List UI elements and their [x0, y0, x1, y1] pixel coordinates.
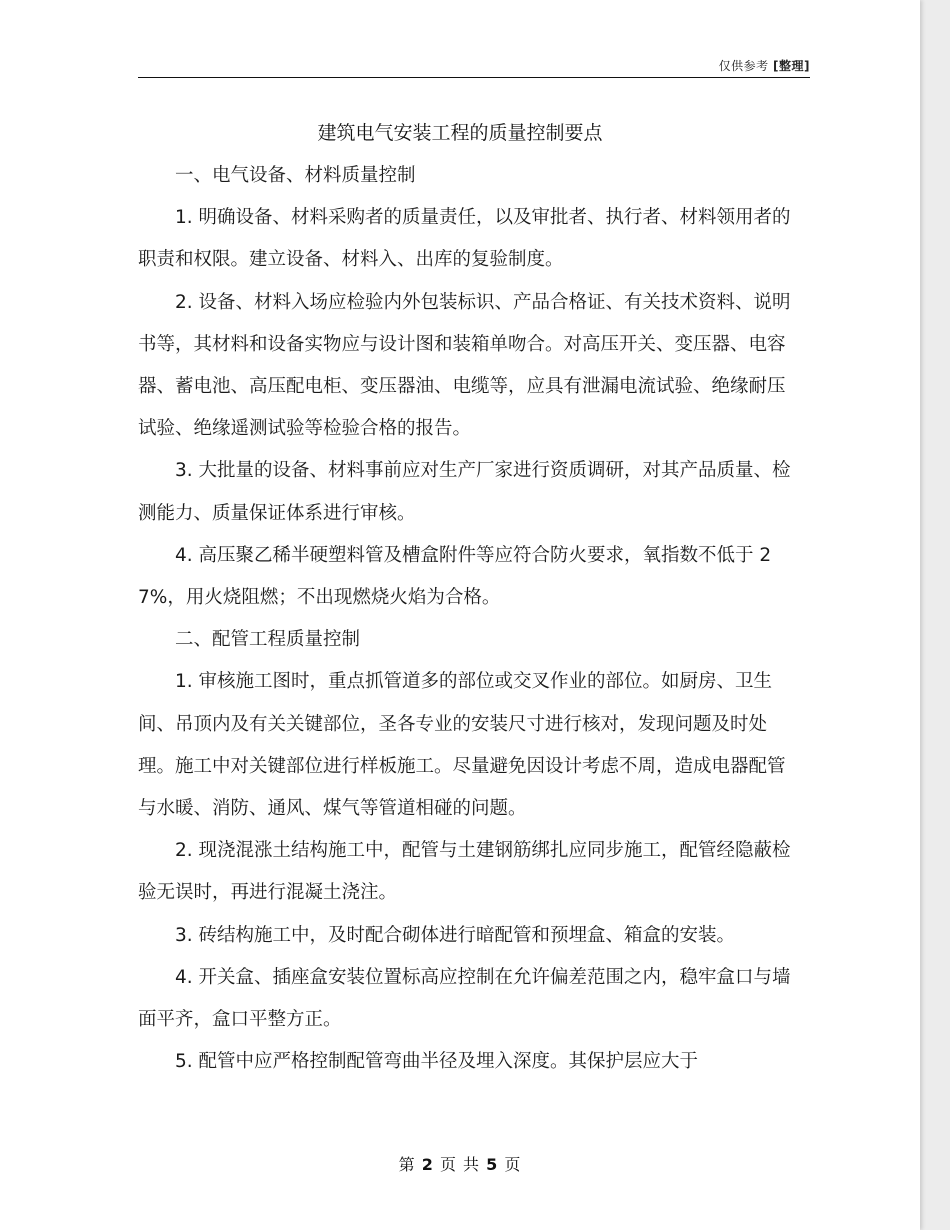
header-note-prefix: 仅供参考 [718, 59, 769, 73]
paragraph-1-1: 1. 明确设备、材料采购者的质量责任，以及审批者、执行者、材料领用者的职责和权限。建立设备、材料入、出库的复验制度。 [138, 207, 791, 271]
paragraph-1-2: 2. 设备、材料入场应检验内外包装标识、产品合格证、有关技术资料、说明书等，其材料和设备实物应与设计图和装箱单吻合。对高压开关、变压器、电容器、蓄电池、高压配电柜、变压器油、电缆等，应具有泄漏电流试验、绝缘耐压试验、绝缘遥测试验等检验合格的报告。 [138, 291, 791, 440]
footer-total-pages: 5 [486, 1155, 499, 1174]
footer-middle: 页 共 [439, 1155, 481, 1174]
paragraph-2-3: 3. 砖结构施工中，及时配合砌体进行暗配管和预埋盒、箱盒的安装。 [175, 924, 736, 946]
page-number-footer [0, 1152, 920, 1175]
footer-current-page: 2 [421, 1155, 434, 1174]
paragraph-2-5: 5. 配管中应严格控制配管弯曲半径及埋入深度。其保护层应大于 [175, 1051, 699, 1073]
paragraph-2-1: 1. 审核施工图时，重点抓管道多的部位或交叉作业的部位。如厨房、卫生间、吊顶内及有关关键部位，圣各专业的安装尺寸进行核对，发现问题及时处理。施工中对关键部位进行样板施工。尽量避免因设计考虑不周，造成电器配管与水暖、消防、通风、煤气等管道相碰的问题。 [138, 671, 786, 820]
footer-suffix: 页 [504, 1155, 522, 1174]
paragraph-1-3: 3. 大批量的设备、材料事前应对生产厂家进行资质调研，对其产品质量、检测能力、质量保证体系进行审核。 [138, 460, 791, 524]
document-title: 建筑电气安装工程的质量控制要点 [317, 122, 603, 144]
paragraph-1-4: 4. 高压聚乙稀半硬塑料管及槽盒附件等应符合防火要求，氧指数不低于 27%，用火烧阻燃；不出现燃烧火焰为合格。 [138, 544, 772, 609]
footer-prefix: 第 [398, 1155, 416, 1174]
section-heading-2: 二、配管工程质量控制 [175, 629, 361, 651]
header-note-bracket: [整理] [773, 59, 810, 73]
paragraph-2-2: 2. 现浇混涨土结构施工中，配管与土建钢筋绑扎应同步施工，配管经隐蔽检验无误时，再进行混凝土浇注。 [138, 840, 791, 904]
header-rule [138, 77, 810, 78]
section-heading-1: 一、电气设备、材料质量控制 [175, 165, 416, 186]
header-note [719, 57, 810, 74]
document-body [138, 155, 798, 1083]
paragraph-2-4: 4. 开关盒、插座盒安装位置标高应控制在允许偏差范围之内，稳牢盒口与墙面平齐，盒口平整方正。 [138, 966, 791, 1031]
